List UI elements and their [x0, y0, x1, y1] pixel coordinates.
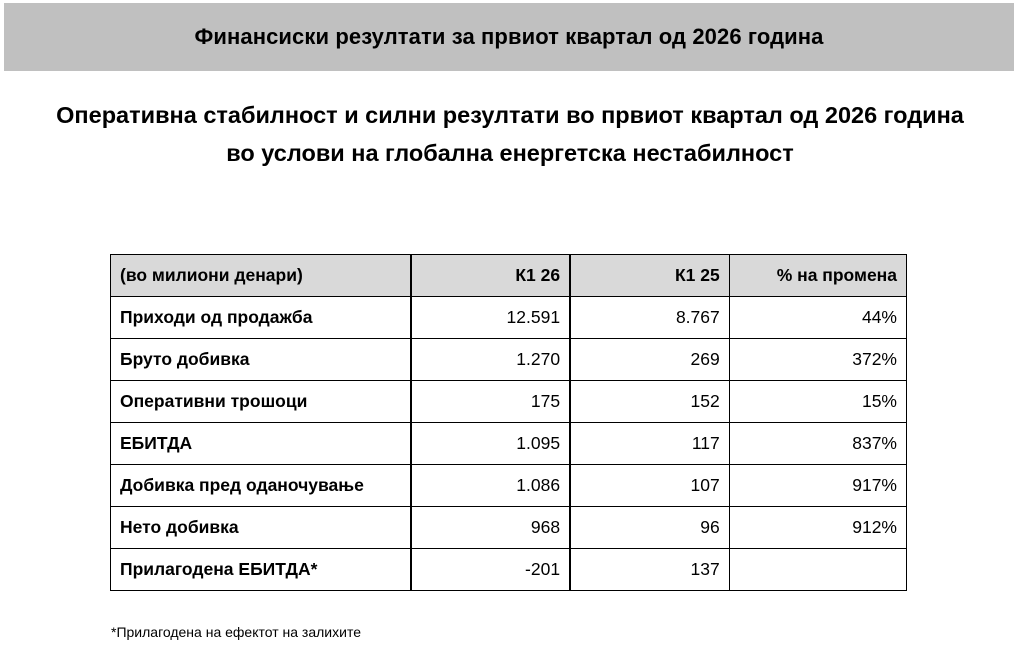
cell-q1-25: 107: [570, 465, 729, 507]
cell-change: [729, 549, 906, 591]
header-change: % на промена: [729, 255, 906, 297]
row-label: Нето добивка: [111, 507, 411, 549]
table-row: [111, 297, 907, 339]
cell-change: 837%: [729, 423, 906, 465]
header-units: (во милиони денари): [111, 255, 411, 297]
cell-q1-25: 137: [570, 549, 729, 591]
headline-line-1: Оперативна стабилност и силни резултати во првиот квартал од 2026 година: [56, 102, 964, 128]
cell-q1-26: 968: [411, 507, 570, 549]
header-q1-26: К1 26: [411, 255, 570, 297]
table-row: [111, 549, 907, 591]
cell-q1-26: 1.095: [411, 423, 570, 465]
page-title: Финансиски резултати за првиот квартал од 2026 година: [194, 24, 824, 49]
headline: [0, 96, 1020, 172]
row-label: Приходи од продажба: [111, 297, 411, 339]
cell-q1-26: 175: [411, 381, 570, 423]
row-label: Добивка пред оданочување: [111, 465, 411, 507]
cell-q1-26: 1.086: [411, 465, 570, 507]
row-label: Оперативни трошоци: [111, 381, 411, 423]
table-row: [111, 423, 907, 465]
footnote: *Прилагодена на ефектот на залихите: [111, 624, 361, 640]
row-label: Бруто добивка: [111, 339, 411, 381]
cell-q1-25: 269: [570, 339, 729, 381]
cell-q1-25: 8.767: [570, 297, 729, 339]
table-row: [111, 381, 907, 423]
cell-change: 917%: [729, 465, 906, 507]
cell-q1-25: 152: [570, 381, 729, 423]
header-q1-25: К1 25: [570, 255, 729, 297]
cell-change: 372%: [729, 339, 906, 381]
table-header-row: [111, 255, 907, 297]
title-banner: [4, 3, 1014, 71]
table-row: [111, 339, 907, 381]
cell-change: 44%: [729, 297, 906, 339]
cell-q1-26: 12.591: [411, 297, 570, 339]
cell-q1-25: 117: [570, 423, 729, 465]
cell-q1-26: -201: [411, 549, 570, 591]
cell-q1-26: 1.270: [411, 339, 570, 381]
headline-line-2: во услови на глобална енергетска нестабилност: [226, 140, 794, 166]
cell-change: 912%: [729, 507, 906, 549]
row-label: Прилагодена ЕБИТДА*: [111, 549, 411, 591]
cell-q1-25: 96: [570, 507, 729, 549]
row-label: ЕБИТДА: [111, 423, 411, 465]
table-row: [111, 507, 907, 549]
cell-change: 15%: [729, 381, 906, 423]
financial-results-table: [110, 254, 907, 591]
table-row: [111, 465, 907, 507]
